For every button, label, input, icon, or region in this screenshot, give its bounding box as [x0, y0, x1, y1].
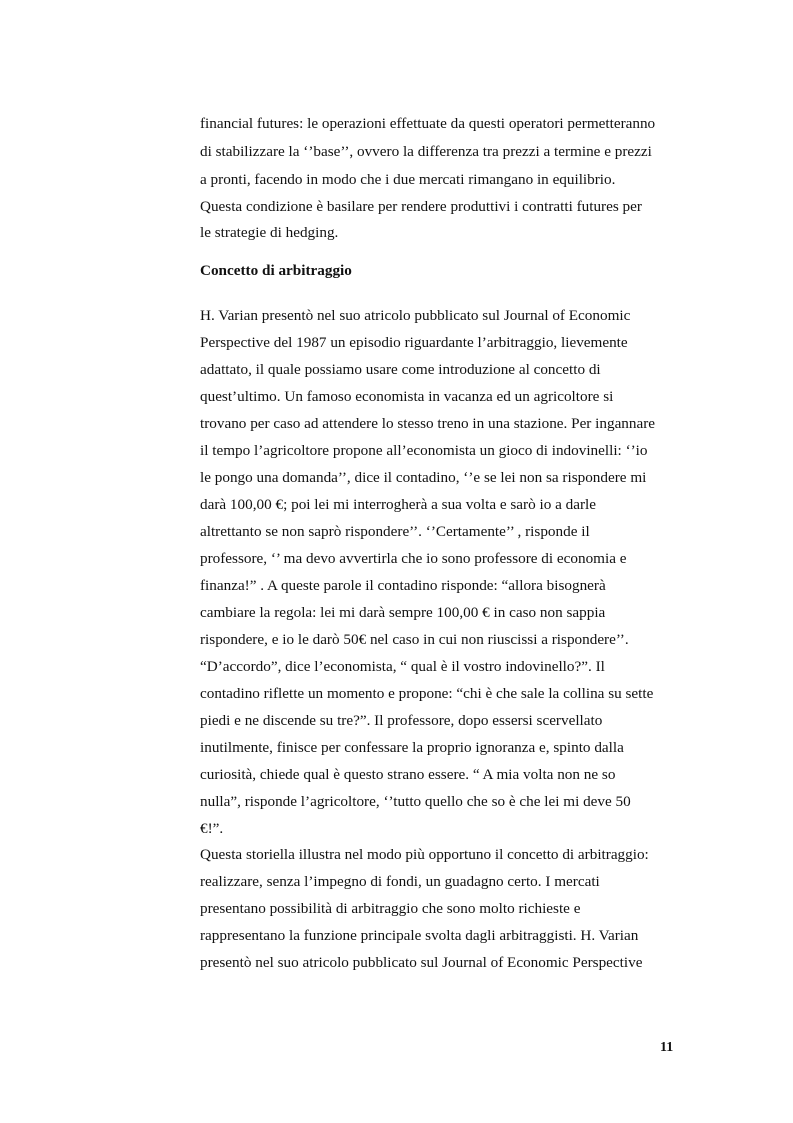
paragraph-2-line: trovano per caso ad attendere lo stesso treno in una stazione. Per ingannare [200, 415, 656, 432]
paragraph-1-line: di stabilizzare la ‘’base’’, ovvero la differenza tra prezzi a termine e prezzi [200, 143, 652, 160]
paragraph-2-line: darà 100,00 €; poi lei mi interrogherà a sua volta e sarò io a darle [200, 496, 597, 513]
paragraph-3-line: presentano possibilità di arbitraggio che sono molto richieste e [200, 900, 581, 917]
paragraph-1-line: a pronti, facendo in modo che i due mercati rimangano in equilibrio. [200, 171, 616, 188]
paragraph-3-line: rappresentano la funzione principale svolta dagli arbitraggisti. H. Varian [200, 927, 639, 944]
paragraph-2-line: piedi e ne discende su tre?”. Il professore, dopo essersi scervellato [200, 712, 603, 729]
paragraph-2-line: curiosità, chiede qual è questo strano essere. “ A mia volta non ne so [200, 766, 616, 783]
paragraph-2-line: inutilmente, finisce per confessare la proprio ignoranza e, spinto dalla [200, 739, 624, 756]
paragraph-1-line: financial futures: le operazioni effettuate da questi operatori permetteranno [200, 115, 656, 132]
section-heading: Concetto di arbitraggio [200, 262, 352, 279]
paragraph-2-line: “D’accordo”, dice l’economista, “ qual è il vostro indovinello?”. Il [200, 658, 605, 675]
paragraph-2-line: professore, ‘’ ma devo avvertirla che io sono professore di economia e [200, 550, 627, 567]
paragraph-3-line: Questa storiella illustra nel modo più opportuno il concetto di arbitraggio: [200, 846, 649, 863]
paragraph-2-line: Perspective del 1987 un episodio riguardante l’arbitraggio, lievemente [200, 334, 628, 351]
paragraph-2-line: nulla”, risponde l’agricoltore, ‘’tutto quello che so è che lei mi deve 50 [200, 793, 631, 810]
paragraph-2-line: quest’ultimo. Un famoso economista in vacanza ed un agricoltore si [200, 388, 614, 405]
paragraph-2-line: contadino riflette un momento e propone: “chi è che sale la collina su sette [200, 685, 654, 702]
paragraph-2-line: adattato, il quale possiamo usare come introduzione al concetto di [200, 361, 601, 378]
paragraph-2-line: il tempo l’agricoltore propone all’economista un gioco di indovinelli: ‘’io [200, 442, 648, 459]
paragraph-2-line: rispondere, e io le darò 50€ nel caso in cui non riuscissi a rispondere’’. [200, 631, 629, 648]
paragraph-1-line: Questa condizione è basilare per rendere produttivi i contratti futures per [200, 198, 642, 215]
paragraph-1-line: le strategie di hedging. [200, 224, 339, 241]
paragraph-2-line: H. Varian presentò nel suo atricolo pubblicato sul Journal of Economic [200, 307, 631, 324]
paragraph-2-line: le pongo una domanda’’, dice il contadino, ‘’e se lei non sa rispondere mi [200, 469, 647, 486]
paragraph-2-line: finanza!” . A queste parole il contadino risponde: “allora bisognerà [200, 577, 606, 594]
paragraph-3-line: presentò nel suo atricolo pubblicato sul Journal of Economic Perspective [200, 954, 643, 971]
paragraph-3-line: realizzare, senza l’impegno di fondi, un guadagno certo. I mercati [200, 873, 600, 890]
paragraph-2-line: €!”. [200, 820, 224, 837]
paragraph-2-line: cambiare la regola: lei mi darà sempre 100,00 € in caso non sappia [200, 604, 606, 621]
page-number: 11 [660, 1040, 674, 1055]
paragraph-2-line: altrettanto se non saprò rispondere’’. ‘’Certamente’’ , risponde il [200, 523, 590, 540]
